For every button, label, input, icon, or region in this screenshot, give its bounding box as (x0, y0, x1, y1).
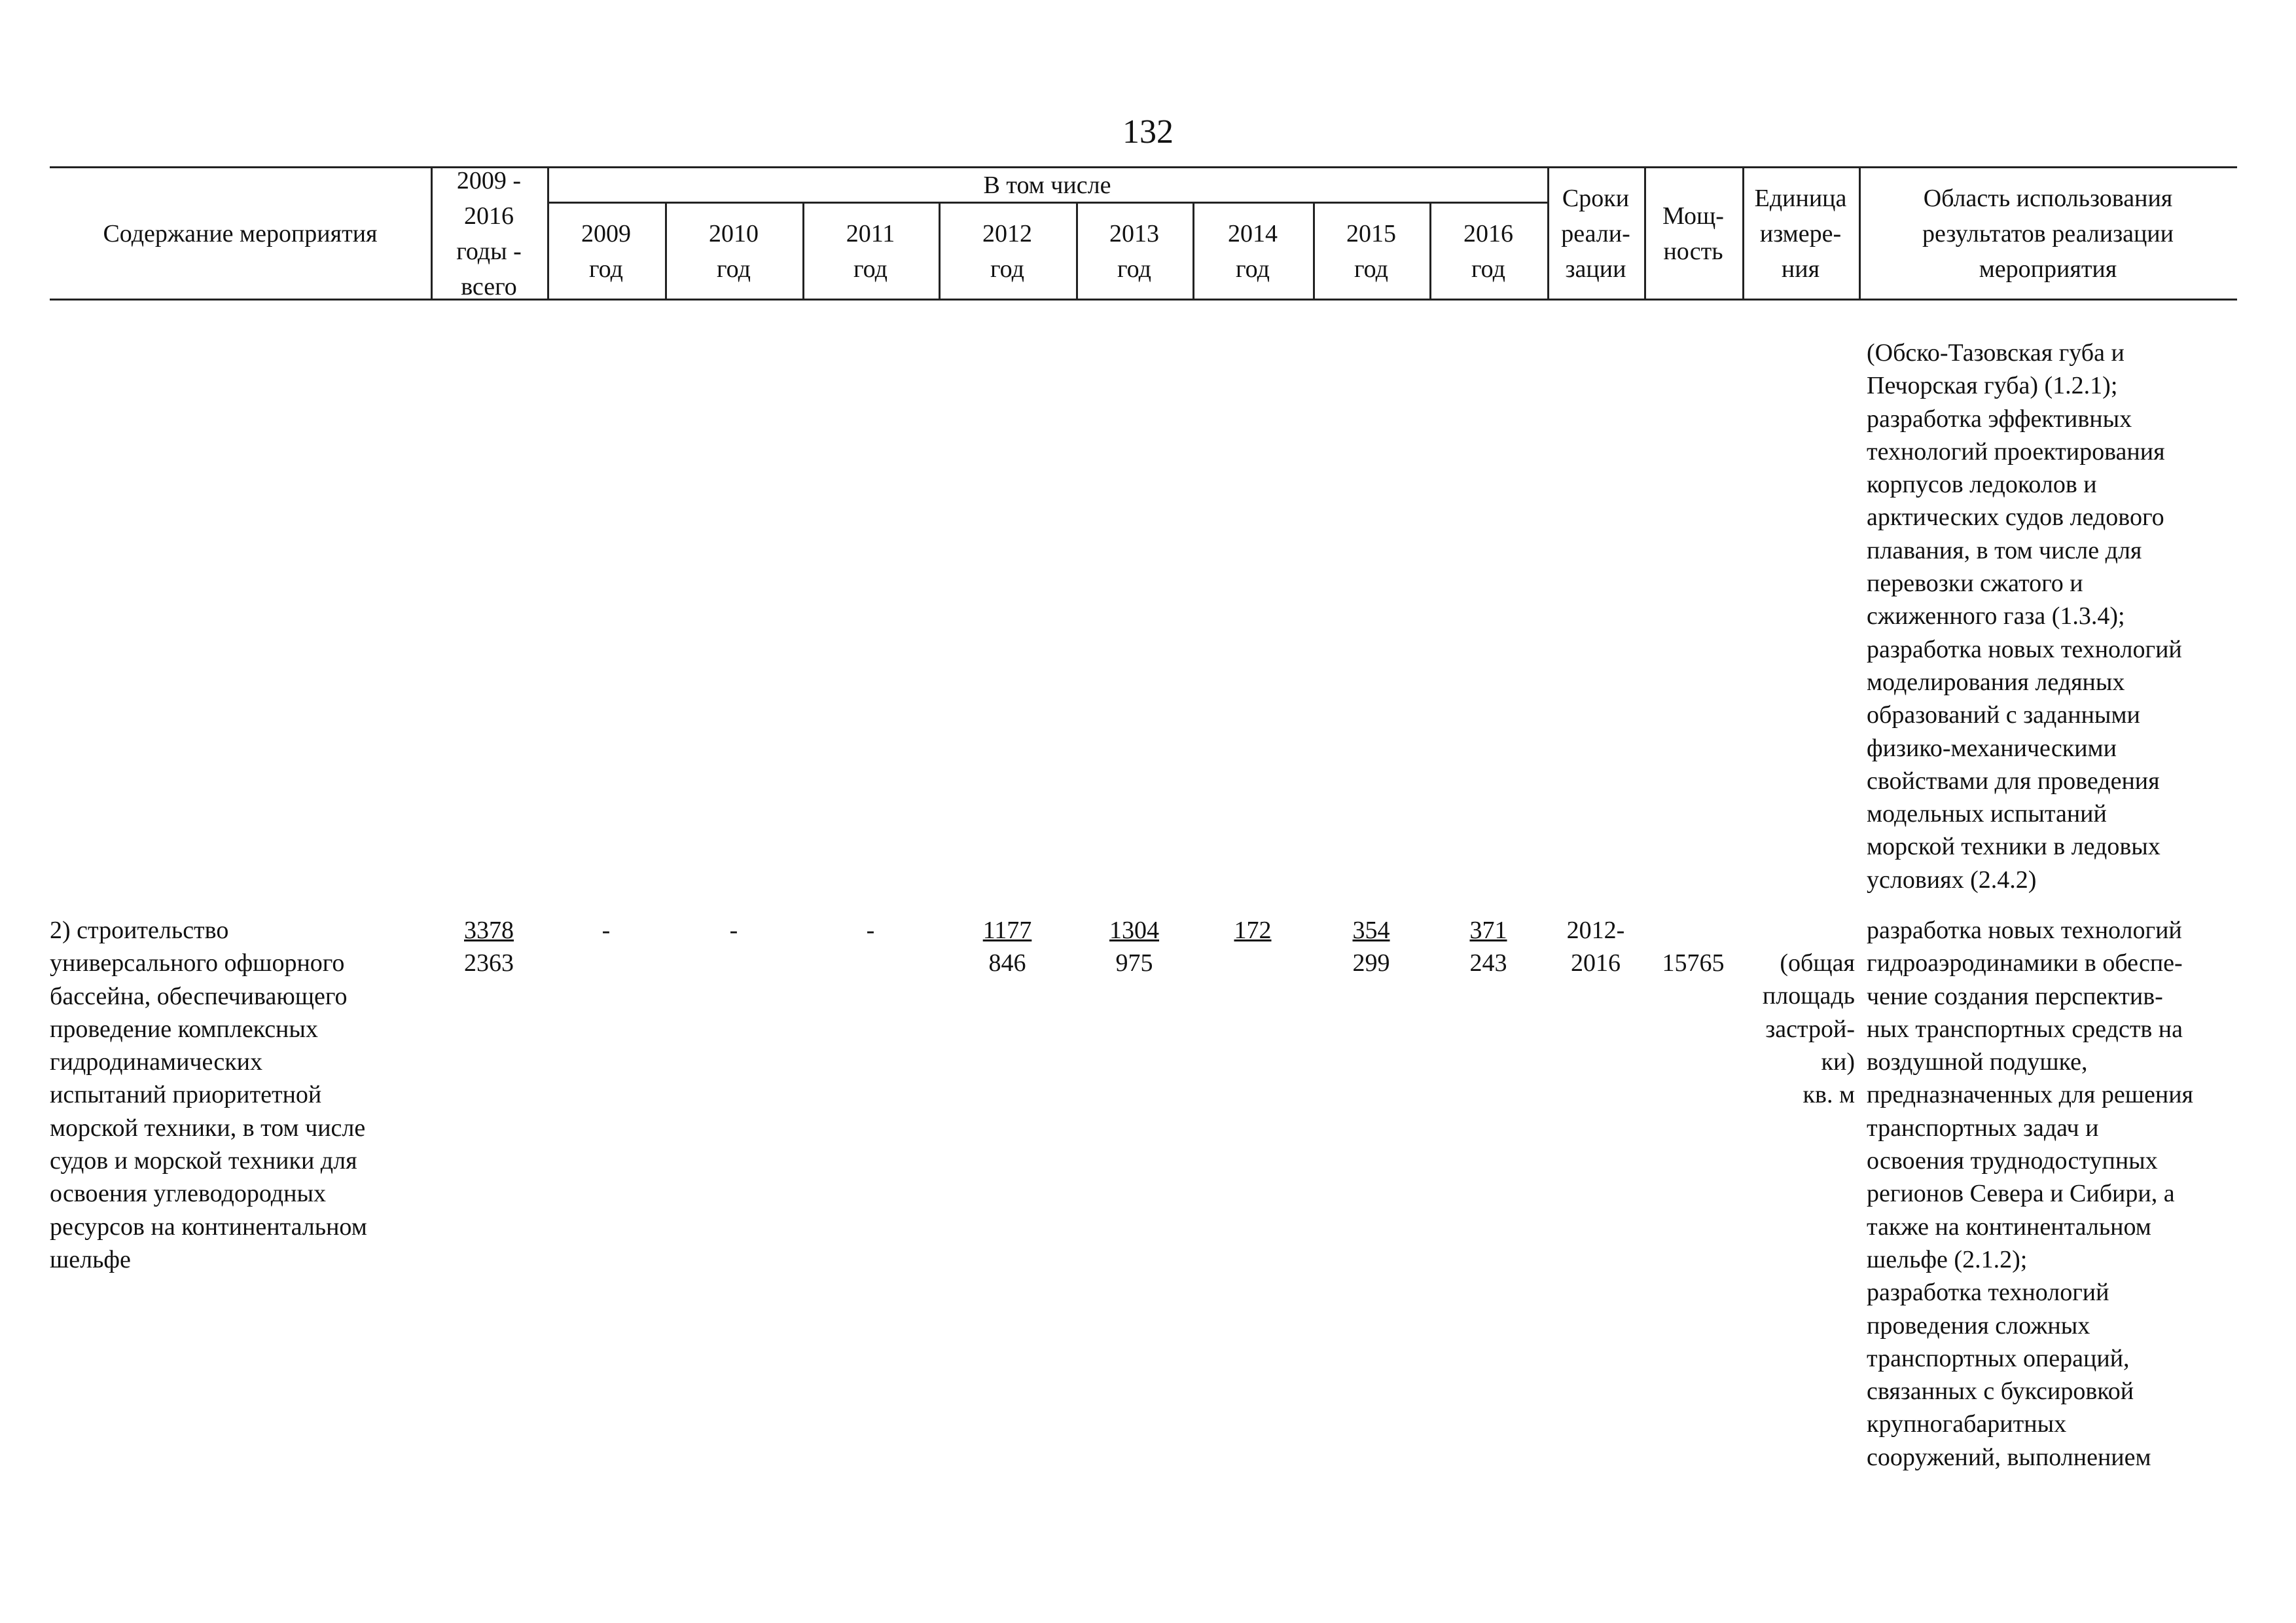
total-top-value: 3378 (464, 917, 514, 944)
row-total-value (431, 914, 547, 979)
header-area-line: результатов реализации (1922, 220, 2174, 247)
header-content-label: Содержание мероприятия (103, 220, 378, 247)
header-terms (1547, 168, 1644, 299)
page-number: 132 (1122, 113, 1174, 151)
row-2014-value (1193, 914, 1313, 947)
year-suffix: год (717, 255, 751, 283)
header-year-2016 (1429, 204, 1547, 299)
header-capacity (1644, 168, 1742, 299)
header-area-line: Область использования (1923, 185, 2173, 212)
year-top-value: 172 (1234, 917, 1272, 944)
header-year-2015 (1313, 204, 1429, 299)
year-label: 2011 (846, 220, 895, 247)
header-unit-line: ния (1781, 255, 1820, 283)
header-including (547, 168, 1547, 202)
header-total-line: годы - (456, 238, 522, 265)
year-suffix: год (1236, 255, 1270, 283)
row-capacity-text: 15765 (1662, 949, 1725, 977)
year-top-value: 1304 (1109, 917, 1159, 944)
row-2011-value: - (866, 917, 875, 944)
year-suffix: год (1354, 255, 1388, 283)
header-capacity-line: ность (1663, 238, 1723, 265)
row-unit-text: (общая площадь застрой- ки) кв. м (1762, 949, 1855, 1109)
year-top-value: 371 (1469, 917, 1507, 944)
year-label: 2016 (1463, 220, 1513, 247)
year-label: 2014 (1228, 220, 1278, 247)
year-top-value: 1177 (982, 917, 1032, 944)
header-year-2012 (939, 204, 1076, 299)
row-2015-value (1313, 914, 1429, 979)
year-label: 2015 (1346, 220, 1396, 247)
header-year-2011 (802, 204, 939, 299)
year-label: 2013 (1109, 220, 1159, 247)
header-total (431, 168, 547, 299)
year-suffix: год (990, 255, 1024, 283)
row-terms-text: 2012- 2016 (1566, 917, 1625, 977)
header-unit (1742, 168, 1859, 299)
year-label: 2010 (709, 220, 759, 247)
row-2013-value (1076, 914, 1193, 979)
header-area (1859, 168, 2237, 299)
year-suffix: год (1471, 255, 1505, 283)
year-bottom-value: 243 (1469, 949, 1507, 977)
header-unit-line: измере- (1759, 220, 1842, 247)
header-year-2013 (1076, 204, 1193, 299)
header-capacity-line: Мощ- (1662, 202, 1724, 230)
header-year-2014 (1193, 204, 1313, 299)
year-top-value: 354 (1352, 917, 1390, 944)
header-terms-line: зации (1565, 255, 1626, 283)
year-label: 2012 (982, 220, 1032, 247)
row-area-text: разработка новых технологий гидроаэродинамики в обеспе- чение создания перспектив- ных транспортных средств на воздушной подушке, предназначенных для решения транспортных задач и освоения труднодоступных регионов Севера и Сибири, а также на континентальном шельфе (2.1.2); разработка технологий проведения сложных транспортных операций, связанных с буксировкой крупногабаритных сооружений, выполнением (1867, 917, 2194, 1471)
header-total-line: 2009 - (456, 167, 522, 194)
row-2009-value: - (601, 917, 611, 944)
header-including-label: В том числе (983, 172, 1111, 199)
header-content (50, 168, 431, 299)
total-bottom-value: 2363 (464, 949, 514, 977)
row-2016-value (1429, 914, 1547, 979)
continuation-area-text: (Обско-Тазовская губа и Печорская губа) (1.2.1); разработка эффективных технологий проектирования корпусов ледоколов и арктических судов ледового плавания, в том числе для перевозки сжатого и сжиженного газа (1.3.4); разработка новых технологий моделирования ледяных образований с заданными физико-механическими свойствами для проведения модельных испытаний морской техники в ледовых условиях (2.4.2) (1867, 339, 2182, 894)
year-bottom-value: 846 (988, 949, 1026, 977)
header-total-line: всего (461, 273, 517, 301)
year-label: 2009 (581, 220, 631, 247)
header-area-line: мероприятия (1979, 255, 2117, 283)
year-bottom-value: 299 (1352, 949, 1390, 977)
year-suffix: год (853, 255, 888, 283)
year-suffix: год (589, 255, 623, 283)
header-total-line: 2016 (463, 202, 514, 230)
row-2012-value (939, 914, 1076, 979)
header-year-2009 (547, 204, 665, 299)
header-year-2010 (665, 204, 802, 299)
header-unit-line: Единица (1754, 185, 1847, 212)
row-content-text: 2) строительство универсального офшорного бассейна, обеспечивающего проведение комплексных гидродинамических испытаний приоритетной морской техники, в том числе судов и морской техники для освоения углеводородных ресурсов на континентальном шельфе (50, 917, 367, 1273)
header-terms-line: Сроки (1562, 185, 1630, 212)
year-bottom-value: 975 (1115, 949, 1153, 977)
year-suffix: год (1117, 255, 1151, 283)
row-2010-value: - (729, 917, 738, 944)
header-terms-line: реали- (1561, 220, 1630, 247)
